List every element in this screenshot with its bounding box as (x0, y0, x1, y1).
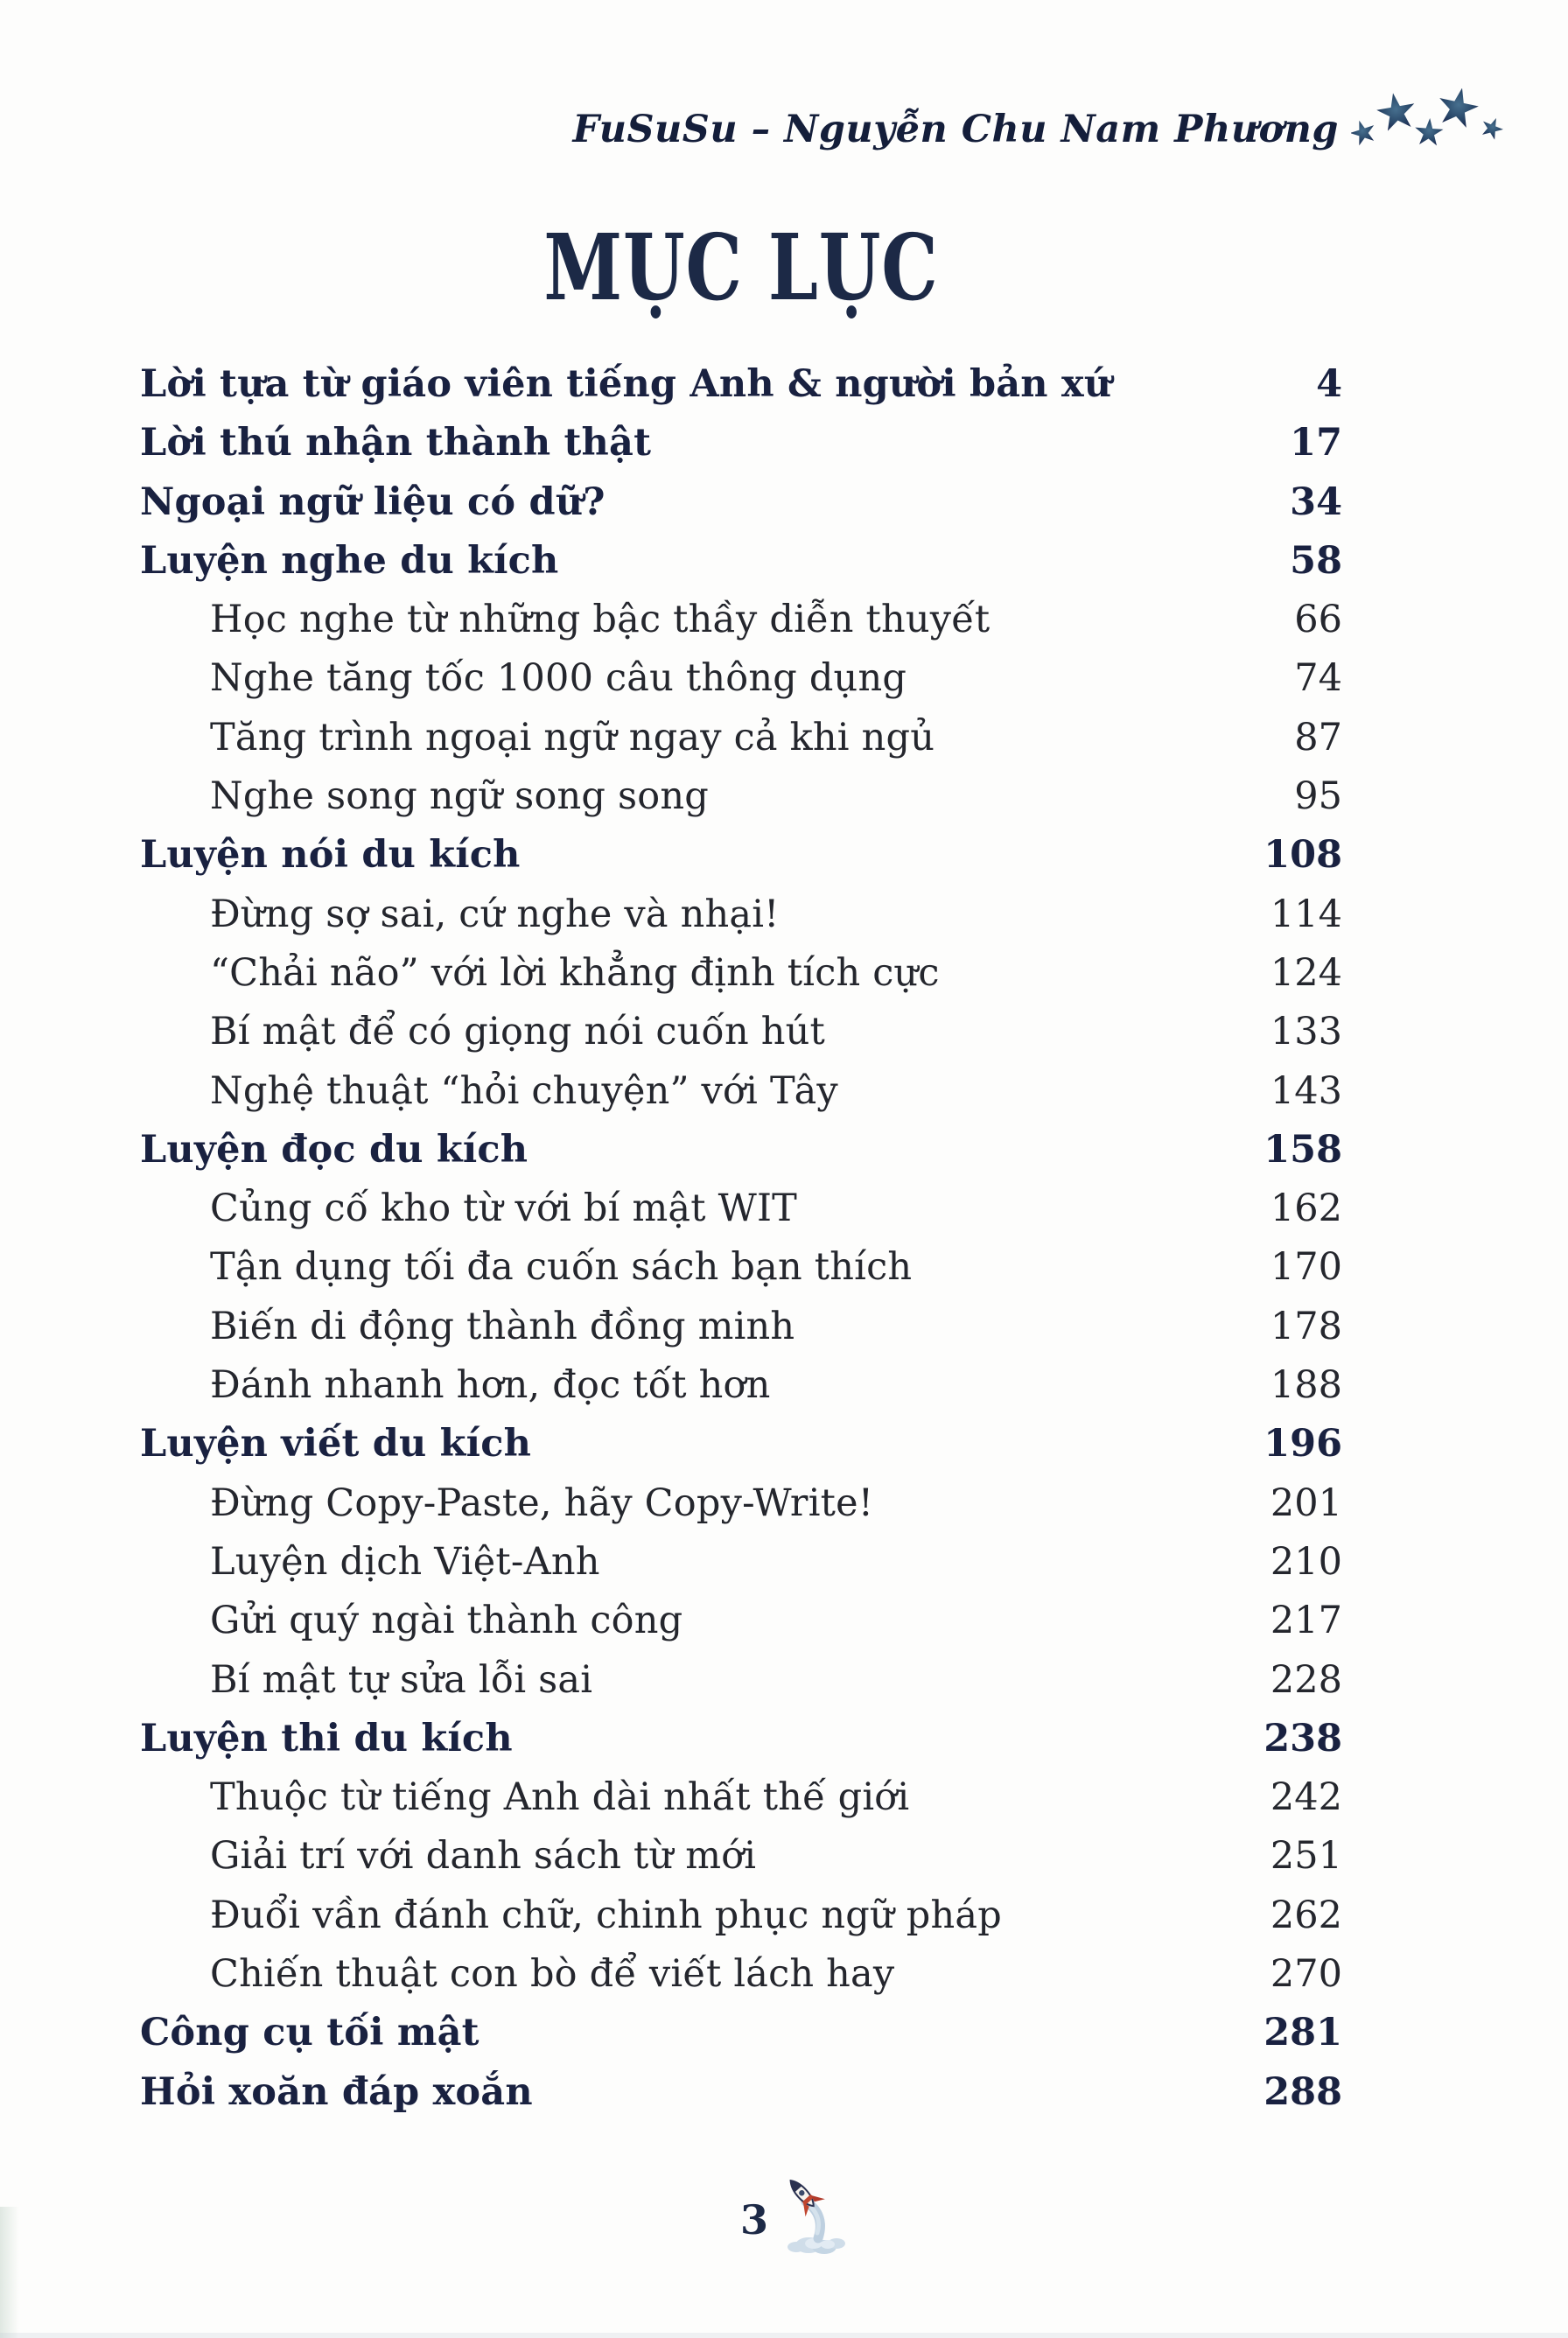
toc-entry-page: 170 (1270, 1245, 1342, 1290)
toc-row (140, 1775, 1342, 1834)
toc-entry-label: Lời tựa từ giáo viên tiếng Anh & người bản xứ (140, 362, 1112, 406)
toc-entry-page: 66 (1294, 598, 1342, 642)
toc-entry-page: 4 (1316, 362, 1342, 406)
toc-entry-page: 34 (1290, 480, 1342, 524)
toc-row (140, 716, 1342, 774)
page-footer (740, 2174, 854, 2258)
toc-entry-label: Học nghe từ những bậc thầy diễn thuyết (210, 598, 990, 642)
toc-entry-label: Chiến thuật con bò để viết lách hay (210, 1952, 895, 1997)
toc-entry-label: Đừng sợ sai, cứ nghe và nhại! (210, 892, 780, 936)
toc-row (140, 2011, 1342, 2069)
toc-entry-label: Tận dụng tối đa cuốn sách bạn thích (210, 1245, 913, 1290)
toc-entry-page: 124 (1270, 950, 1342, 995)
toc-row (140, 1069, 1342, 1128)
toc-entry-page: 242 (1270, 1775, 1342, 1820)
toc-entry-page: 158 (1264, 1127, 1342, 1172)
toc-row (140, 1894, 1342, 1952)
toc-entry-page: 217 (1270, 1599, 1342, 1643)
toc-entry-page: 17 (1290, 421, 1342, 466)
toc-entry-page: 270 (1270, 1952, 1342, 1997)
toc-row (140, 362, 1342, 421)
toc-entry-label: Nghe song ngữ song song (210, 774, 710, 819)
toc-row (140, 421, 1342, 480)
toc-row (140, 892, 1342, 951)
toc-entry-label: Luyện dịch Việt-Anh (210, 1539, 600, 1584)
toc-entry-label: Tăng trình ngoại ngữ ngay cả khi ngủ (210, 715, 935, 760)
toc-entry-page: 133 (1270, 1010, 1342, 1054)
toc-entry-page: 210 (1270, 1539, 1342, 1584)
toc-entry-label: Gửi quý ngài thành công (210, 1599, 683, 1643)
toc-row (140, 1305, 1342, 1363)
page-title: MỤC LỤC (543, 214, 939, 321)
toc-entry-page: 251 (1270, 1834, 1342, 1879)
toc-entry-page: 58 (1290, 538, 1342, 583)
toc-entry-label: Đuổi vần đánh chữ, chinh phục ngữ pháp (210, 1893, 1002, 1937)
toc-entry-label: Nghe tăng tốc 1000 câu thông dụng (210, 656, 907, 701)
toc-entry-page: 201 (1270, 1480, 1342, 1525)
toc-entry-label: Luyện đọc du kích (140, 1127, 528, 1172)
five-stars-icon (1351, 88, 1507, 157)
toc-entry-page: 196 (1264, 1422, 1342, 1466)
toc-row (140, 1363, 1342, 1422)
toc-row (140, 1245, 1342, 1304)
toc-entry-label: Luyện thi du kích (140, 1716, 513, 1760)
toc-entry-page: 162 (1270, 1186, 1342, 1231)
toc-row (140, 951, 1342, 1010)
toc-row (140, 774, 1342, 833)
toc-entry-label: Giải trí với danh sách từ mới (210, 1834, 757, 1879)
toc-row (140, 1422, 1342, 1480)
rocket-icon (774, 2174, 854, 2258)
toc-row (140, 1128, 1342, 1186)
toc-list (140, 362, 1342, 2129)
toc-entry-label: Bí mật tự sửa lỗi sai (210, 1657, 593, 1702)
toc-row (140, 2070, 1342, 2129)
toc-row (140, 1952, 1342, 2011)
toc-row (140, 833, 1342, 892)
page-header (572, 88, 1507, 157)
toc-row (140, 656, 1342, 715)
toc-entry-page: 262 (1270, 1893, 1342, 1937)
toc-entry-label: Đánh nhanh hơn, đọc tốt hơn (210, 1363, 771, 1408)
toc-row (140, 1186, 1342, 1245)
toc-row (140, 1717, 1342, 1775)
toc-entry-page: 74 (1294, 656, 1342, 701)
toc-entry-page: 95 (1294, 774, 1342, 819)
toc-entry-label: Luyện nói du kích (140, 833, 521, 878)
toc-entry-page: 188 (1270, 1363, 1342, 1408)
toc-entry-page: 228 (1270, 1657, 1342, 1702)
toc-entry-label: Củng cố kho từ với bí mật WIT (210, 1186, 798, 1231)
toc-row (140, 1540, 1342, 1599)
toc-entry-label: Luyện viết du kích (140, 1422, 532, 1466)
toc-entry-label: Đừng Copy-Paste, hãy Copy-Write! (210, 1480, 874, 1525)
toc-entry-page: 238 (1264, 1716, 1342, 1760)
toc-entry-label: Biến di động thành đồng minh (210, 1304, 795, 1348)
toc-row (140, 1599, 1342, 1657)
toc-entry-page: 288 (1264, 2069, 1342, 2114)
author-name: FuSuSu – Nguyễn Chu Nam Phương (572, 108, 1339, 151)
toc-row (140, 598, 1342, 656)
toc-entry-page: 87 (1294, 715, 1342, 760)
toc-row (140, 1658, 1342, 1717)
toc-entry-label: Bí mật để có giọng nói cuốn hút (210, 1010, 826, 1054)
toc-entry-label: Hỏi xoăn đáp xoắn (140, 2069, 533, 2114)
toc-entry-label: Thuộc từ tiếng Anh dài nhất thế giới (210, 1775, 910, 1820)
toc-entry-page: 114 (1270, 892, 1342, 936)
toc-entry-label: “Chải não” với lời khẳng định tích cực (210, 950, 940, 995)
toc-entry-label: Ngoại ngữ liệu có dữ? (140, 480, 606, 524)
toc-entry-page: 178 (1270, 1304, 1342, 1348)
toc-row (140, 1010, 1342, 1068)
toc-row (140, 480, 1342, 539)
toc-entry-label: Nghệ thuật “hỏi chuyện” với Tây (210, 1068, 838, 1113)
toc-entry-page: 281 (1264, 2011, 1342, 2055)
scan-edge-artifact (0, 2207, 19, 2338)
toc-entry-page: 143 (1270, 1068, 1342, 1113)
toc-row (140, 1481, 1342, 1540)
toc-entry-label: Công cụ tối mật (140, 2011, 480, 2055)
scan-bottom-artifact (0, 2333, 1568, 2338)
toc-row (140, 1834, 1342, 1893)
toc-entry-label: Lời thú nhận thành thật (140, 421, 652, 466)
toc-row (140, 539, 1342, 598)
toc-entry-page: 108 (1264, 833, 1342, 878)
toc-entry-label: Luyện nghe du kích (140, 538, 559, 583)
page-number: 3 (740, 2196, 769, 2244)
